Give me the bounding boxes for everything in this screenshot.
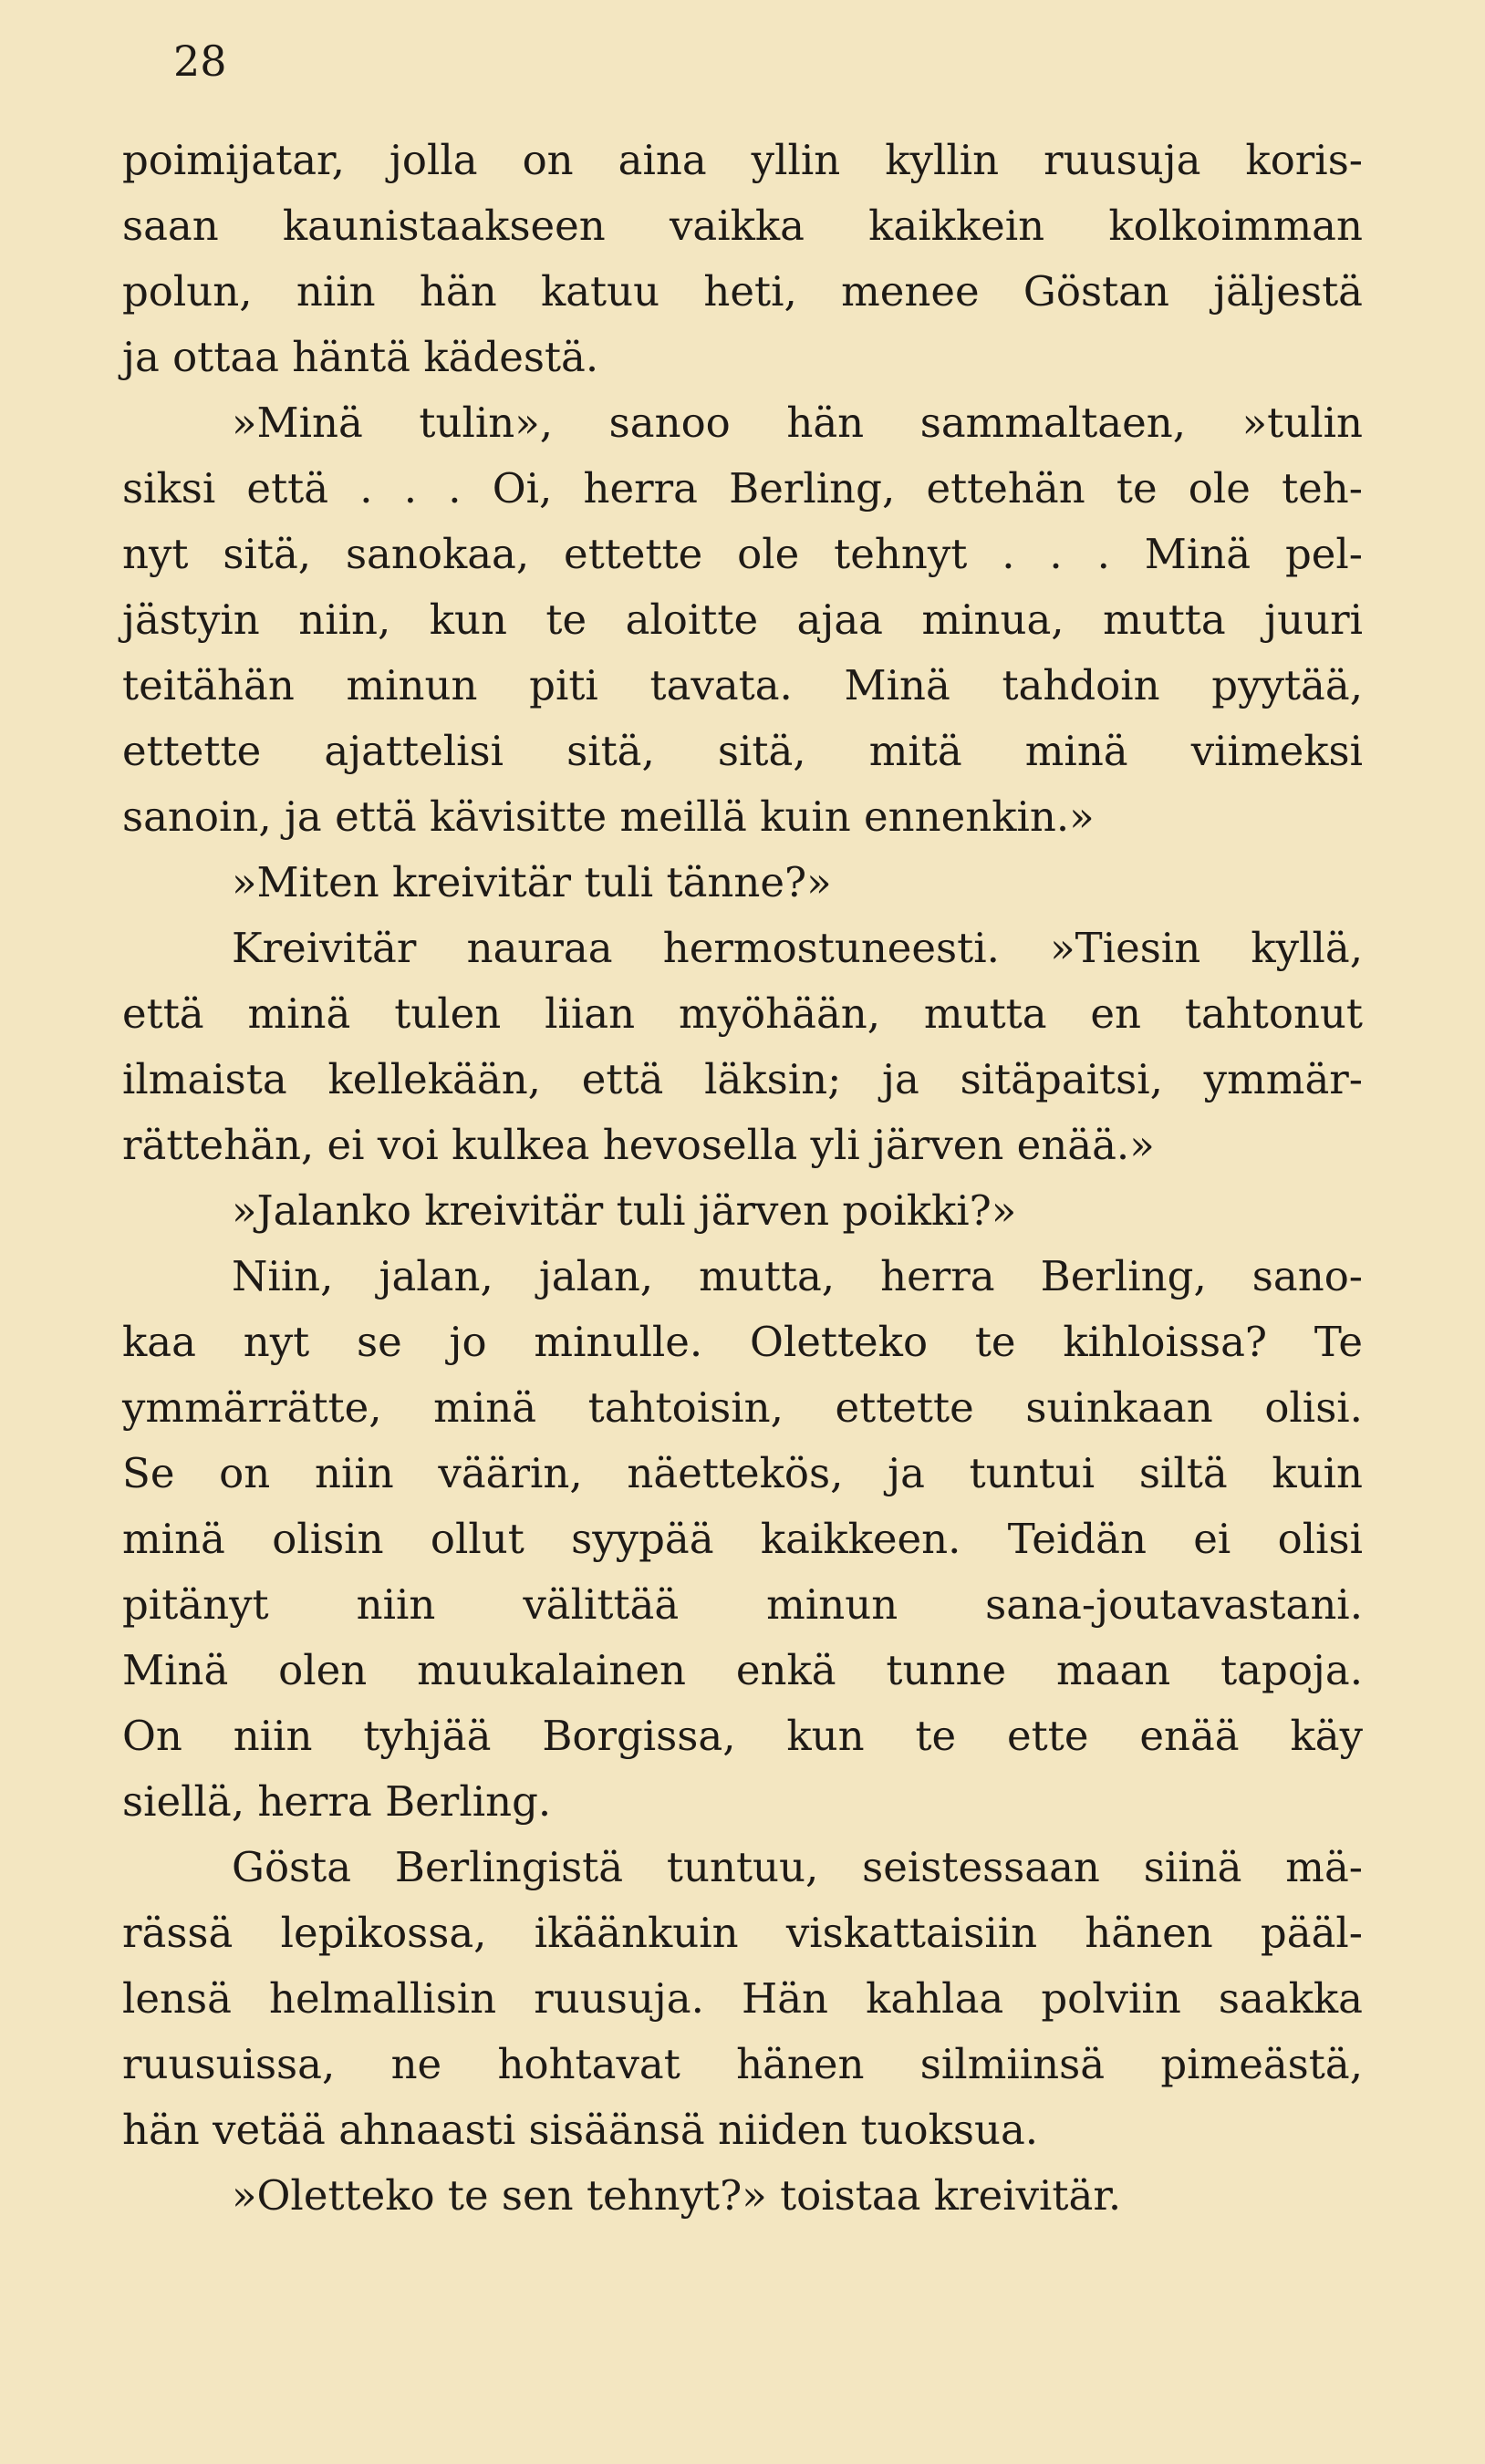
text-line: pitänyt niin välittää minun sana-joutavastani. xyxy=(122,1580,1363,1629)
text-line: ilmaista kellekään, että läksin; ja sitäpaitsi, ymmär- xyxy=(122,1055,1363,1103)
text-line: nyt sitä, sanokaa, ettette ole tehnyt . . . Minä pel- xyxy=(122,530,1363,578)
text-line: jästyin niin, kun te aloitte ajaa minua, mutta juuri xyxy=(122,595,1363,644)
text-line: ja ottaa häntä kädestä. xyxy=(122,333,599,381)
text-line: sanoin, ja että kävisitte meillä kuin ennenkin.» xyxy=(122,792,1095,841)
text-line: lensä helmallisin ruusuja. Hän kahlaa polviin saakka xyxy=(122,1974,1363,2023)
text-line: kaa nyt se jo minulle. Oletteko te kihloissa? Te xyxy=(122,1318,1363,1366)
text-line: Minä olen muukalainen enkä tunne maan tapoja. xyxy=(122,1646,1363,1694)
text-line: saan kaunistaakseen vaikka kaikkein kolkoimman xyxy=(122,202,1363,250)
text-line: Gösta Berlingistä tuntuu, seistessaan siinä mä- xyxy=(232,1843,1363,1891)
page-number: 28 xyxy=(173,36,227,86)
text-line: ymmärrätte, minä tahtoisin, ettette suinkaan olisi. xyxy=(122,1383,1363,1432)
text-line: teitähän minun piti tavata. Minä tahdoin pyytää, xyxy=(122,661,1363,709)
text-line: hän vetää ahnaasti sisäänsä niiden tuoksua. xyxy=(122,2106,1039,2154)
text-line: ruusuissa, ne hohtavat hänen silmiinsä pimeästä, xyxy=(122,2040,1363,2088)
text-line: polun, niin hän katuu heti, menee Göstan jäljestä xyxy=(122,267,1363,316)
text-line: ettette ajattelisi sitä, sitä, mitä minä viimeksi xyxy=(122,727,1363,775)
text-line: On niin tyhjää Borgissa, kun te ette enää käy xyxy=(122,1712,1363,1760)
text-line: siellä, herra Berling. xyxy=(122,1777,552,1826)
text-line: rässä lepikossa, ikäänkuin viskattaisiin hänen pääl- xyxy=(122,1909,1363,1957)
text-line: poimijatar, jolla on aina yllin kyllin ruusuja koris- xyxy=(122,136,1363,184)
text-line: Se on niin väärin, näettekös, ja tuntui siltä kuin xyxy=(122,1449,1363,1497)
text-line: »Oletteko te sen tehnyt?» toistaa kreivitär. xyxy=(232,2171,1122,2220)
text-line: minä olisin ollut syypää kaikkeen. Teidän ei olisi xyxy=(122,1515,1363,1563)
text-line: siksi että . . . Oi, herra Berling, ettehän te ole teh- xyxy=(122,464,1363,512)
text-line: Niin, jalan, jalan, mutta, herra Berling, sano- xyxy=(232,1252,1363,1300)
text-line: »Minä tulin», sanoo hän sammaltaen, »tulin xyxy=(232,399,1363,447)
body-text xyxy=(122,128,1363,2229)
text-line: että minä tulen liian myöhään, mutta en tahtonut xyxy=(122,989,1363,1038)
text-line: »Jalanko kreivitär tuli järven poikki?» xyxy=(232,1186,1017,1235)
text-line: Kreivitär nauraa hermostuneesti. »Tiesin kyllä, xyxy=(232,924,1363,972)
text-line: rättehän, ei voi kulkea hevosella yli järven enää.» xyxy=(122,1121,1155,1169)
text-line: »Miten kreivitär tuli tänne?» xyxy=(232,858,832,906)
